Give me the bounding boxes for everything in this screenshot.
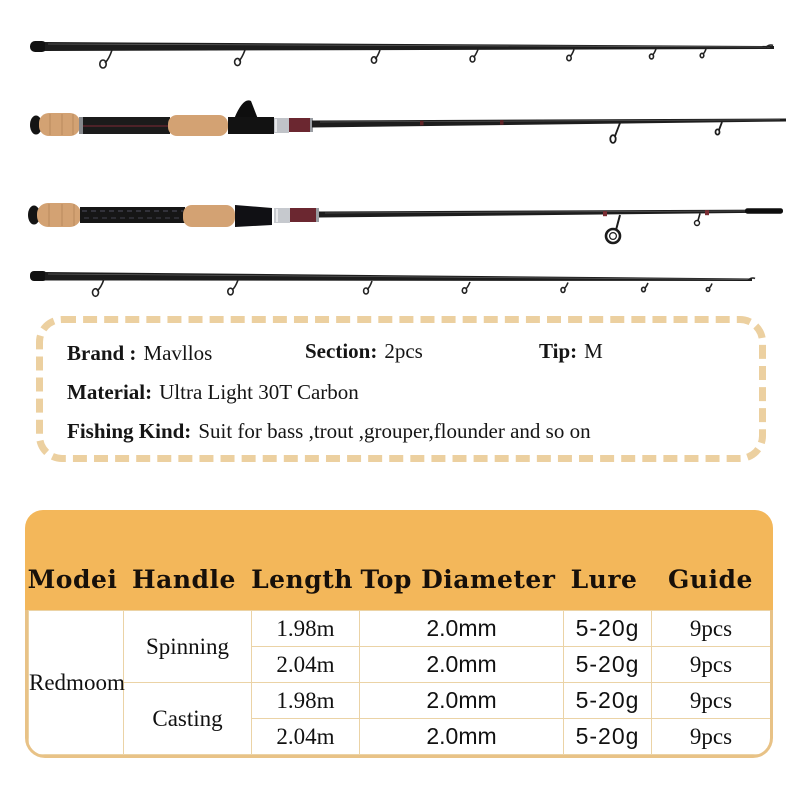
spec-table <box>28 610 771 755</box>
spec-section-label: Section: <box>305 339 378 363</box>
spec-tip-label: Tip: <box>539 339 578 363</box>
cork-butt-grip <box>37 203 81 227</box>
cell-lure: 5-20g <box>564 683 652 719</box>
rod-blank <box>30 271 752 281</box>
spec-tip <box>539 339 603 364</box>
spec-material-label: Material: <box>67 380 153 404</box>
cell-guide: 9pcs <box>652 719 771 755</box>
spec-brand-value: Mavllos <box>143 341 213 365</box>
spec-tip-value: M <box>584 339 603 363</box>
cork-butt-grip <box>39 113 80 136</box>
cell-length: 1.98m <box>252 683 360 719</box>
spec-fishing-kind-label: Fishing Kind: <box>67 419 192 443</box>
trigger-reel-seat <box>228 100 274 134</box>
rod-tip-section-upper-image <box>0 18 800 80</box>
spec-material <box>67 380 359 405</box>
spec-brand <box>67 341 212 366</box>
cell-handle-spinning: Spinning <box>124 611 252 683</box>
guide-ring <box>606 214 700 244</box>
spec-table-body <box>25 610 773 758</box>
cell-top-diameter: 2.0mm <box>360 611 564 647</box>
line-guide <box>610 122 722 143</box>
cell-guide: 9pcs <box>652 611 771 647</box>
spec-fishing-kind <box>67 419 591 444</box>
spec-table-header <box>25 510 773 610</box>
cell-guide: 9pcs <box>652 683 771 719</box>
product-specs-panel <box>36 316 766 462</box>
table-row <box>29 683 771 719</box>
table-header-model: Modei <box>27 565 118 594</box>
cell-length: 1.98m <box>252 611 360 647</box>
table-row <box>29 611 771 647</box>
rod-tip-section-lower-image <box>0 254 800 312</box>
rod-blank <box>30 41 774 52</box>
rear-grip <box>79 117 170 134</box>
cell-lure: 5-20g <box>564 719 652 755</box>
spec-fishing-kind-value: Suit for bass ,trout ,grouper,flounder and so on <box>198 419 591 443</box>
table-header-top-diameter: Top Diameter <box>360 565 556 594</box>
spec-section-value: 2pcs <box>384 339 423 363</box>
table-header-handle: Handle <box>132 565 236 594</box>
cell-guide: 9pcs <box>652 647 771 683</box>
cork-foregrip <box>168 115 228 136</box>
cell-model: Redmoom <box>29 611 124 755</box>
rod-blank <box>319 208 783 217</box>
table-header-guide: Guide <box>668 565 753 594</box>
cell-lure: 5-20g <box>564 647 652 683</box>
table-header-length: Length <box>251 565 353 594</box>
cell-top-diameter: 2.0mm <box>360 719 564 755</box>
reel-seat <box>235 205 319 227</box>
cell-length: 2.04m <box>252 719 360 755</box>
cell-top-diameter: 2.0mm <box>360 683 564 719</box>
spec-material-value: Ultra Light 30T Carbon <box>159 380 359 404</box>
table-header-lure: Lure <box>570 565 638 594</box>
cork-foregrip <box>183 205 235 227</box>
woven-rear-grip <box>80 207 185 223</box>
cell-lure: 5-20g <box>564 611 652 647</box>
casting-rod-handle-image <box>0 92 800 172</box>
cell-handle-casting: Casting <box>124 683 252 755</box>
cell-length: 2.04m <box>252 647 360 683</box>
spec-section <box>305 339 423 364</box>
cell-top-diameter: 2.0mm <box>360 647 564 683</box>
rod-blank <box>312 119 786 128</box>
spec-brand-label: Brand : <box>67 341 137 365</box>
reel-seat-rings <box>274 118 313 133</box>
